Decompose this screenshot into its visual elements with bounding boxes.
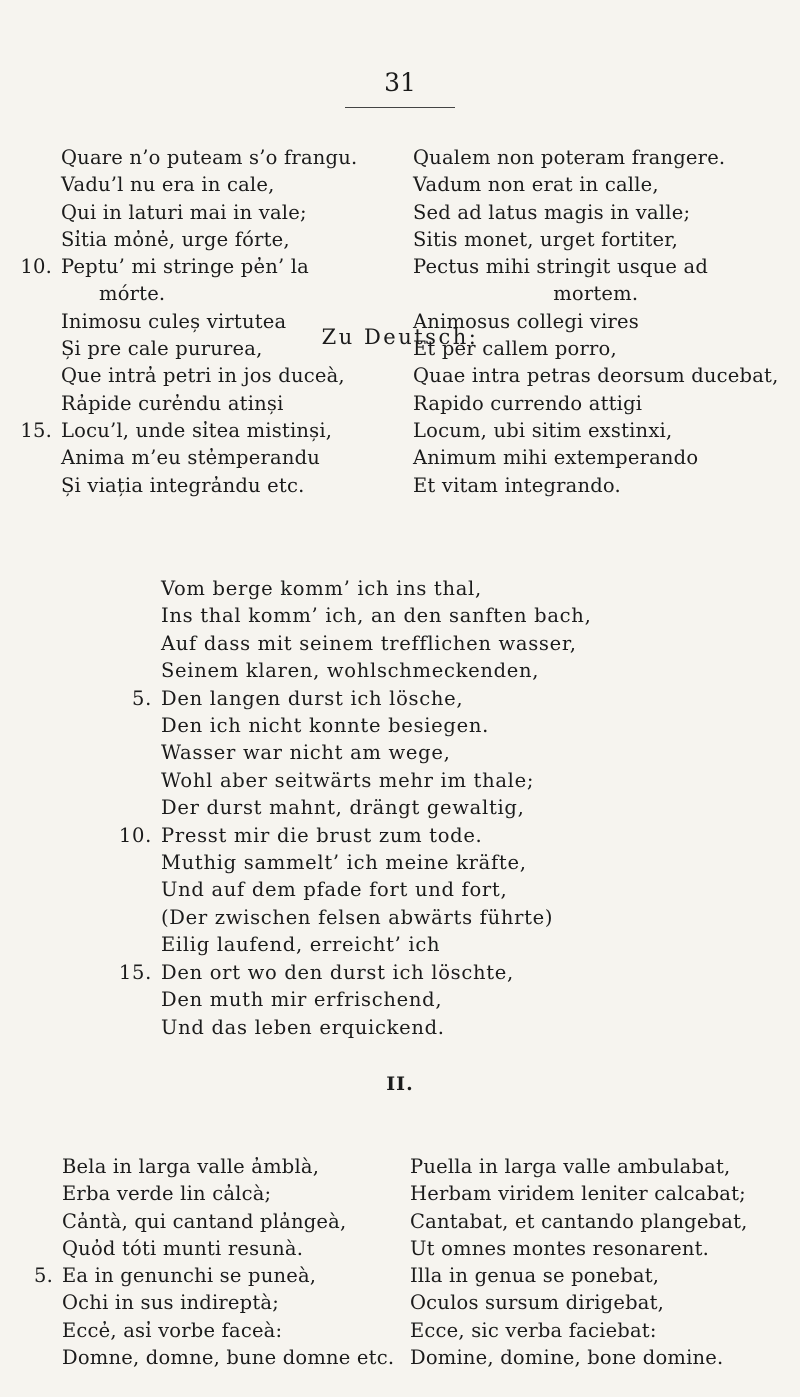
verse-text: Oculos sursum dirigebat,: [410, 1291, 665, 1315]
verse-line: [161, 931, 591, 958]
verse-line: [61, 226, 357, 253]
verse-line: [62, 1153, 394, 1180]
line-number: 10.: [118, 823, 152, 847]
verse-text: Ra̓pide cure̓ndu atinși: [61, 391, 284, 415]
verse-text: Locu’l, unde sı̓tea mistinși,: [61, 418, 333, 442]
verse-line: [62, 1289, 394, 1316]
verse-line: [413, 171, 778, 198]
verse-line: [161, 630, 591, 657]
verse-text: mórte.: [99, 282, 166, 306]
verse-text: Et per callem porro,: [413, 337, 617, 361]
line-number: 5.: [131, 686, 152, 710]
verse-line: [161, 739, 591, 766]
verse-text: Et vitam integrando.: [413, 473, 621, 497]
verse-line: [61, 199, 357, 226]
verse-line: [410, 1208, 748, 1235]
verse-line: [413, 199, 778, 226]
verse-line: [161, 767, 591, 794]
verse-line: [161, 602, 591, 629]
line-number: 15.: [20, 418, 52, 442]
verse-line: [410, 1262, 748, 1289]
verse-line: [161, 904, 591, 931]
verse-text: Quare n’o puteam s’o frangu.: [61, 146, 358, 169]
verse-text: Seinem klaren, wohlschmeckenden,: [161, 659, 540, 683]
verse-line: [61, 444, 357, 471]
verse-text: Ea in genunchi se puneà,: [62, 1264, 317, 1288]
verse-line: [62, 1180, 394, 1207]
verse-text: Wohl aber seitwärts mehr im thale;: [161, 768, 535, 792]
verse-text: Quo̓d tóti munti resunà.: [62, 1236, 304, 1260]
verse-text: Sı̓tia mo̓ne̓, urge fórte,: [61, 227, 290, 251]
line-number: 10.: [20, 255, 52, 279]
line-number: 5.: [33, 1264, 53, 1288]
verse-text: Auf dass mit seinem trefflichen wasser,: [161, 631, 577, 655]
verse-text: Bela in larga valle a̓mblà,: [62, 1155, 320, 1178]
verse-text: (Der zwischen felsen abwärts führte): [161, 905, 554, 929]
verse-line: [62, 1208, 394, 1235]
line-number: 15.: [118, 960, 152, 984]
verse-line: [61, 144, 357, 171]
verse-line: [62, 1344, 394, 1371]
verse-line: [161, 575, 591, 602]
verse-line: [161, 794, 591, 821]
verse-text: Domine, domine, bone domine.: [410, 1346, 724, 1370]
verse-line: [161, 657, 591, 684]
verse-text: Pectus mihi stringit usque ad: [413, 255, 708, 279]
verse-text: Wasser war nicht am wege,: [161, 741, 451, 765]
verse-line: [410, 1153, 748, 1180]
verse-line: [161, 1014, 591, 1041]
verse-text: Presst mir die brust zum tode.: [161, 823, 483, 847]
verse-text: Den muth mir erfrischend,: [161, 988, 443, 1012]
verse-text: Den ich nicht konnte besiegen.: [161, 714, 489, 738]
verse-text: Den ort wo den durst ich löschte,: [161, 960, 514, 984]
section1-latin-column: [413, 144, 778, 499]
verse-text: Que intra̓ petri in jos duceà,: [61, 364, 345, 388]
section2-numeral: II.: [386, 1073, 414, 1095]
german-heading: Zu Deutsch:: [321, 325, 479, 349]
verse-text: Der durst mahnt, drängt gewaltig,: [161, 796, 525, 820]
verse-text: Vadum non erat in calle,: [413, 173, 659, 197]
verse-line: [413, 226, 778, 253]
verse-text: Qualem non poteram frangere.: [413, 146, 726, 169]
german-translation-column: [118, 575, 592, 1041]
verse-text: Ecce̓, ası̓ vorbe faceà:: [62, 1318, 283, 1342]
verse-line: [161, 712, 591, 739]
section2-latin-column: [410, 1153, 748, 1371]
verse-text: Ochi in sus indireptà;: [62, 1291, 279, 1315]
verse-line: [410, 1317, 748, 1344]
verse-line: [118, 822, 591, 849]
verse-text: Ecce, sic verba faciebat:: [410, 1318, 657, 1342]
verse-line: [61, 362, 357, 389]
verse-line: [33, 1262, 394, 1289]
verse-text: Qui in laturi mai in vale;: [61, 200, 307, 224]
verse-text: Illa in genua se ponebat,: [410, 1264, 660, 1288]
verse-line: [413, 253, 778, 280]
page-number: 31: [384, 68, 416, 97]
verse-text: Locum, ubi sitim exstinxi,: [413, 418, 673, 442]
verse-line: [413, 417, 778, 444]
verse-line: [413, 144, 778, 171]
verse-line: [61, 390, 357, 417]
verse-line: [20, 417, 357, 444]
verse-text: Und das leben erquickend.: [161, 1015, 445, 1039]
verse-line: [410, 1235, 748, 1262]
verse-line: [61, 280, 357, 307]
verse-text: mortem.: [553, 282, 639, 306]
verse-line: [413, 390, 778, 417]
verse-text: Animum mihi extemperando: [413, 446, 699, 470]
verse-line: [61, 472, 357, 499]
verse-text: Și viația integra̓ndu etc.: [61, 473, 305, 497]
verse-line: [61, 171, 357, 198]
verse-text: Quae intra petras deorsum ducebat,: [413, 364, 779, 388]
verse-text: Rapido currendo attigi: [413, 391, 643, 415]
verse-line: [413, 472, 778, 499]
verse-text: Muthig sammelt’ ich meine kräfte,: [161, 851, 527, 875]
verse-text: Sed ad latus magis in valle;: [413, 200, 691, 224]
verse-text: Animosus collegi vires: [413, 309, 639, 333]
verse-text: Und auf dem pfade fort und fort,: [161, 878, 508, 902]
verse-text: Și pre cale pururea,: [61, 337, 263, 361]
verse-line: [410, 1180, 748, 1207]
verse-line: [62, 1235, 394, 1262]
verse-text: Cantabat, et cantando plangebat,: [410, 1209, 748, 1233]
verse-text: Herbam viridem leniter calcabat;: [410, 1182, 746, 1206]
verse-line: [161, 876, 591, 903]
verse-text: Inimosu culeș virtutea: [61, 309, 287, 333]
verse-line: [413, 444, 778, 471]
verse-line: [161, 849, 591, 876]
verse-text: Anima m’eu ste̓mperandu: [61, 446, 321, 470]
verse-text: Peptu’ mi stringe pe̓n’ la: [61, 255, 310, 279]
verse-text: Ins thal komm’ ich, an den sanften bach,: [161, 604, 592, 628]
verse-text: Sitis monet, urget fortiter,: [413, 227, 679, 251]
verse-text: Den langen durst ich lösche,: [161, 686, 464, 710]
verse-line: [20, 253, 357, 280]
verse-text: Ca̓ntà, qui cantand pla̓ngeà,: [62, 1209, 347, 1233]
verse-text: Erba verde lin ca̓lcà;: [62, 1182, 272, 1206]
verse-line: [410, 1289, 748, 1316]
verse-line: [413, 362, 778, 389]
section2-romanian-column: [33, 1153, 395, 1371]
verse-text: Ut omnes montes resonarent.: [410, 1236, 710, 1260]
verse-line: [131, 685, 591, 712]
verse-text: Puella in larga valle ambulabat,: [410, 1155, 731, 1178]
verse-text: Domne, domne, bune domne etc.: [62, 1346, 395, 1370]
verse-line: [410, 1344, 748, 1371]
verse-line: [413, 280, 778, 307]
verse-text: Vadu’l nu era in cale,: [61, 173, 275, 197]
section1-romanian-column: [20, 144, 358, 499]
verse-text: Eilig laufend, erreicht’ ich: [161, 933, 441, 957]
verse-line: [118, 959, 591, 986]
verse-line: [161, 986, 591, 1013]
verse-line: [62, 1317, 394, 1344]
verse-text: Vom berge komm’ ich ins thal,: [161, 577, 482, 600]
header-rule: [345, 107, 455, 108]
